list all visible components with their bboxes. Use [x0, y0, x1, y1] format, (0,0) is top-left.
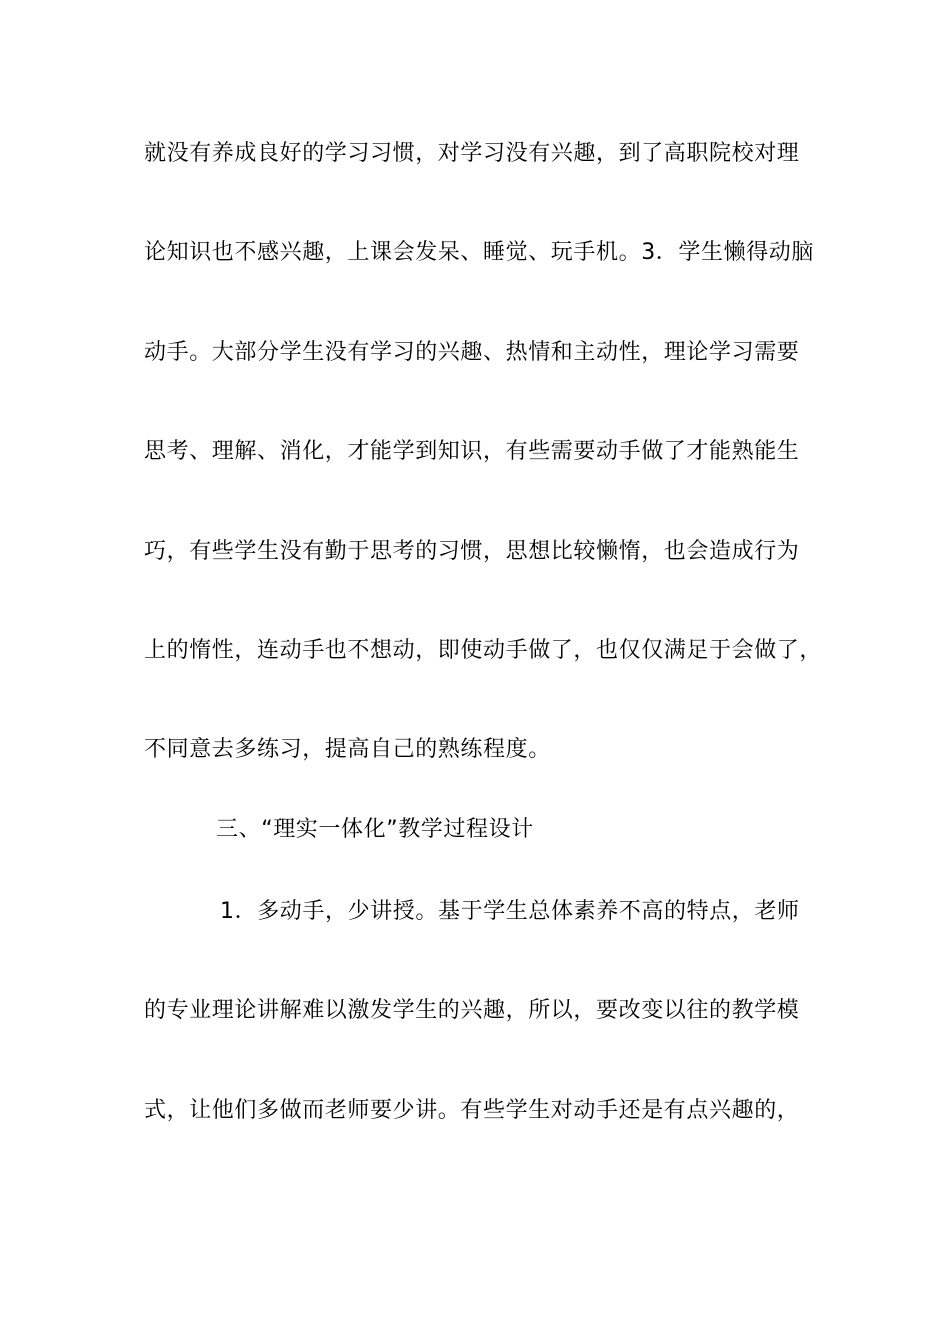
paragraph-line: 巧，有些学生没有勤于思考的习惯，思想比较懒惰，也会造成行为	[144, 539, 800, 564]
paragraph-line: 式，让他们多做而老师要少讲。有些学生对动手还是有点兴趣的，	[144, 1098, 800, 1123]
paragraph-line: 不同意去多练习，提高自己的熟练程度。	[144, 737, 551, 762]
section-heading: 三、“理实一体化”教学过程设计	[216, 817, 534, 842]
paragraph-line: 就没有养成良好的学习习惯，对学习没有兴趣，到了高职院校对理	[144, 141, 800, 166]
paragraph-line: 上的惰性，连动手也不想动，即使动手做了，也仅仅满足于会做了，	[144, 638, 823, 663]
paragraph-line: 论知识也不感兴趣，上课会发呆、睡觉、玩手机。3．学生懒得动脑	[144, 240, 814, 265]
paragraph-line: 的专业理论讲解难以激发学生的兴趣，所以，要改变以往的教学模	[144, 998, 800, 1023]
paragraph-line: 思考、理解、消化，才能学到知识，有些需要动手做了才能熟能生	[144, 439, 800, 464]
paragraph-line: 1．多动手，少讲授。基于学生总体素养不高的特点，老师	[220, 899, 800, 924]
paragraph-line: 动手。大部分学生没有学习的兴趣、热情和主动性，理论学习需要	[144, 340, 800, 365]
